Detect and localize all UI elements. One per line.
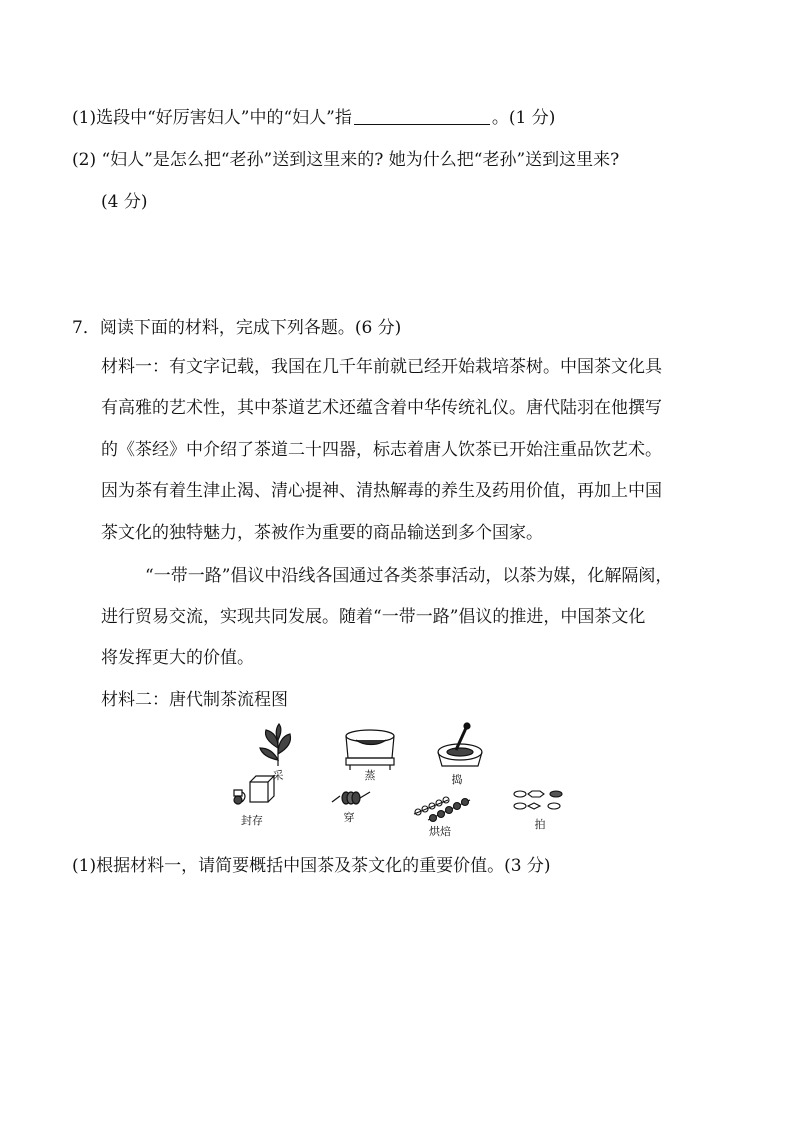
material1-line: 因为茶有着生津止渴、清心提神、清热解毒的养生及药用价值，再加上中国 <box>101 481 662 501</box>
material1-line: 材料一：有文字记载，我国在几千年前就已经开始栽培茶树。中国茶文化具 <box>101 357 662 377</box>
skewer-icon <box>332 792 370 804</box>
step-label: 采 <box>272 769 284 782</box>
step-label: 拍 <box>534 818 546 831</box>
q6-sub2: (2) “妇人”是怎么把“老孙”送到这里来的? 她为什么把“老孙”送到这里来? <box>72 150 620 170</box>
answer-blank[interactable] <box>354 108 490 125</box>
material1b-line: “一带一路”倡议中沿线各国通过各类茶事活动，以茶为媒，化解隔阂， <box>145 566 673 586</box>
q6-sub1 <box>72 108 555 128</box>
q6-sub2-score: (4 分) <box>101 192 148 212</box>
steamer-icon <box>346 730 394 770</box>
material2-title: 材料二：唐代制茶流程图 <box>101 690 288 710</box>
material1b-line: 进行贸易交流，实现共同发展。随着“一带一路”倡议的推进，中国茶文化 <box>101 607 646 627</box>
tea-leaf-icon <box>260 724 291 766</box>
q7-stem: 7．阅读下面的材料，完成下列各题。(6 分) <box>72 318 402 338</box>
material1-line: 的《茶经》中介绍了茶道二十四器，标志着唐人饮茶已开始注重品饮艺术。 <box>101 440 662 460</box>
storage-jar-icon <box>234 776 274 804</box>
q6-sub1-text: (1)选段中“好厉害妇人”中的“妇人”指 <box>72 108 352 128</box>
q7-sub1: (1)根据材料一，请简要概括中国茶及茶文化的重要价值。(3 分) <box>72 856 551 876</box>
material1-line: 有高雅的艺术性，其中茶道艺术还蕴含着中华传统礼仪。唐代陆羽在他撰写 <box>101 398 662 418</box>
step-label: 穿 <box>343 811 355 824</box>
step-label: 捣 <box>451 773 463 786</box>
material1b-line: 将发挥更大的价值。 <box>101 648 254 668</box>
step-label: 蒸 <box>364 769 376 782</box>
step-label: 封存 <box>241 814 263 827</box>
step-label: 烘焙 <box>429 825 451 838</box>
roasting-icon <box>414 797 470 822</box>
mortar-icon <box>438 723 482 766</box>
material1-line: 茶文化的独特魅力，茶被作为重要的商品输送到多个国家。 <box>101 523 543 543</box>
q6-sub1-score: 。(1 分) <box>491 108 556 128</box>
tea-process-figure <box>228 718 588 838</box>
pressed-cake-icon <box>514 791 562 809</box>
